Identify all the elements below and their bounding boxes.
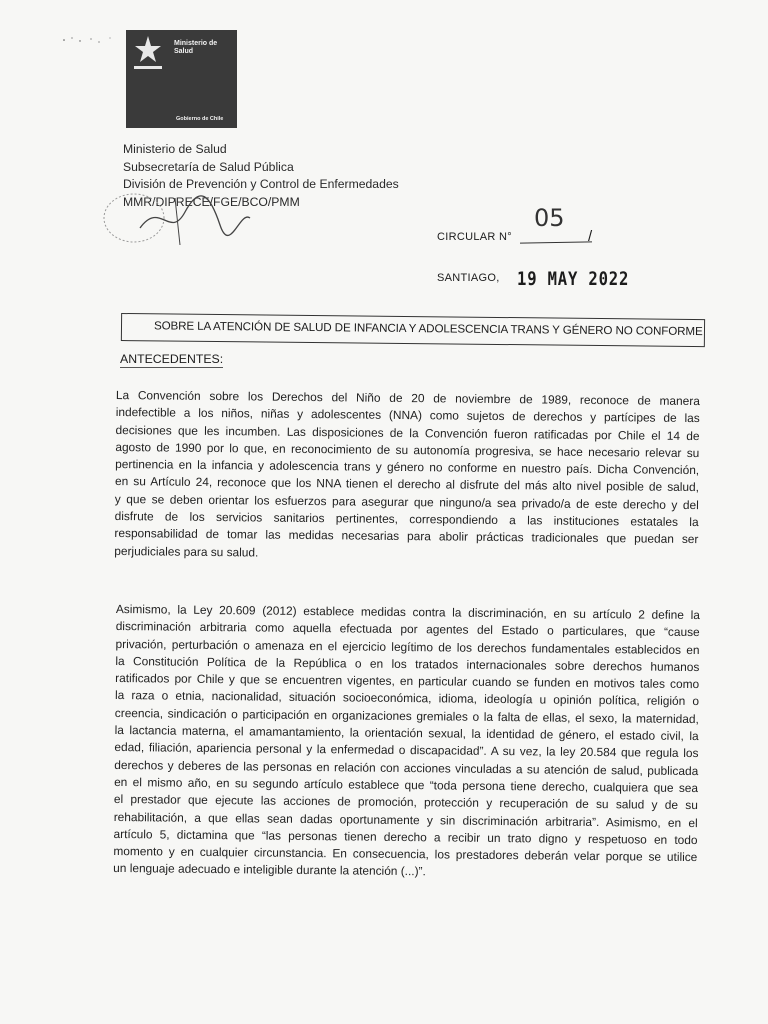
paragraph-line: discriminación arbitraria como aquella efectuada por agentes del Estado o particulares, que “cause: [115, 619, 700, 640]
paragraph-line: derechos y deberes de las personas en relación con acciones vinculadas a su atención de salud, publicada: [114, 757, 699, 778]
paragraph-line: pertinencia en la infancia y adolescencia trans y género no conforme en nuestro país. Dicha Convención,: [115, 457, 700, 478]
scan-noise: [58, 32, 128, 46]
sender-line: División de Prevención y Control de Enfermedades: [123, 177, 399, 191]
ministry-logo: [126, 30, 237, 128]
paragraph-line: Asimismo, la Ley 20.609 (2012) establece medidas contra la discriminación, en su artículo 2 define la: [115, 601, 700, 623]
subject-box: [121, 313, 705, 347]
signature-stamp: [100, 190, 280, 250]
paragraph-line: creencia, sindicación o participación en organizaciones gremiales o la falta de ellas, el sexo, la maternidad,: [114, 705, 699, 726]
paragraph-line: edad, filiación, apariencia personal y la enfermedad o discapacidad”. A su vez, la ley 20.584 que regula los: [114, 740, 699, 761]
sender-line: Subsecretaría de Salud Pública: [123, 159, 294, 174]
paragraph-line: rehabilitación, a que ellas sean dadas oportunamente y sin discriminación arbitraria”. Asimismo, en el: [113, 809, 698, 830]
subject-title: SOBRE LA ATENCIÓN DE SALUD DE INFANCIA Y ADOLESCENCIA TRANS Y GÉNERO NO CONFORME: [153, 319, 703, 339]
paragraph-line: la raza o etnia, nacionalidad, situación socioeconómica, idioma, ideología u opinión política, religión o: [114, 688, 700, 709]
circular-number: 05: [534, 204, 565, 232]
paragraph-line: disfrute de los servicios sanitarios pertinentes, correspondiendo a las instituciones estatales la: [114, 509, 699, 530]
paragraph-line: decisiones que les incumben. Las disposiciones de la Convención fueron ratificadas por Chile el 14 de: [115, 422, 700, 443]
section-heading: ANTECEDENTES:: [120, 352, 224, 366]
paragraph-line: perjudiciales para su salud.: [114, 543, 259, 560]
circular-label: CIRCULAR N°: [437, 231, 512, 243]
sender-line: Ministerio de Salud: [123, 142, 227, 156]
paragraph-line: agosto de 1990 por lo que, en reconocimiento de su autonomía progresiva, se hace necesario relevar su: [115, 439, 700, 461]
date-stamp: 19 MAY 2022: [517, 268, 630, 290]
sender-initials: MMR/DIPRECE/FGE/BCO/PMM: [123, 194, 300, 209]
paragraph-line: momento y en cualquier circunstancia. En consecuencia, los prestadores deberán velar porque se utilice: [113, 844, 698, 865]
paragraph-line: la lactancia materna, el amamantamiento, la orientación sexual, la identidad de género, el estado civil, la: [114, 723, 699, 744]
paragraph-line: artículo 5, dictamina que “las personas tienen derecho a recibir un trato digno y respetuoso en todo: [113, 826, 698, 847]
paragraph-line: ratificados por Chile y que se encuentren vigentes, en particular cuando se funden en motivos tales como: [115, 671, 700, 692]
paragraph-line: un lenguaje adecuado e inteligible durante la atención (...)”.: [113, 861, 426, 879]
paragraph-line: responsabilidad de tomar las medidas necesarias para abolir prácticas tradicionales que puedan ser: [114, 526, 699, 547]
paragraph-line: en el mismo año, en su segundo artículo establece que “toda persona tiene derecho, cualquiera que sea: [114, 774, 699, 796]
paragraph-2: [113, 601, 700, 884]
paragraph-1: [114, 387, 700, 566]
paragraph-line: en su Artículo 24, reconoce que los NNA tienen el derecho al disfrute del más alto nivel posible de salud,: [114, 474, 700, 495]
circular-underline: [520, 241, 592, 243]
logo-ministry-name: Ministerio de Salud: [174, 40, 218, 55]
logo-government-label: Gobierno de Chile: [176, 116, 224, 122]
paragraph-line: La Convención sobre los Derechos del Niño de 20 de noviembre de 1989, reconoce de manera: [115, 387, 700, 409]
paragraph-line: privación, perturbación o amenaza en el ejercicio legítimo de los derechos fundamentales establecidos en: [115, 636, 700, 657]
paragraph-line: indefectible a los niños, niñas y adolescentes (NNA) como sujetos de derechos y partícipes de las: [115, 405, 700, 426]
date-label: SANTIAGO,: [437, 272, 500, 284]
paragraph-line: el prestador que ejecute las acciones de promoción, protección y recuperación de su salud y de su: [113, 792, 698, 813]
paragraph-line: la Constitución Política de la República o en los tratados internacionales sobre derechos humanos: [115, 653, 700, 675]
circular-slash: /: [588, 228, 593, 245]
paragraph-line: y que se deben orientar los esfuerzos para asegurar que ninguno/a sea privado/a de este derecho y del: [114, 491, 699, 512]
coat-of-arms-icon: [126, 30, 170, 80]
